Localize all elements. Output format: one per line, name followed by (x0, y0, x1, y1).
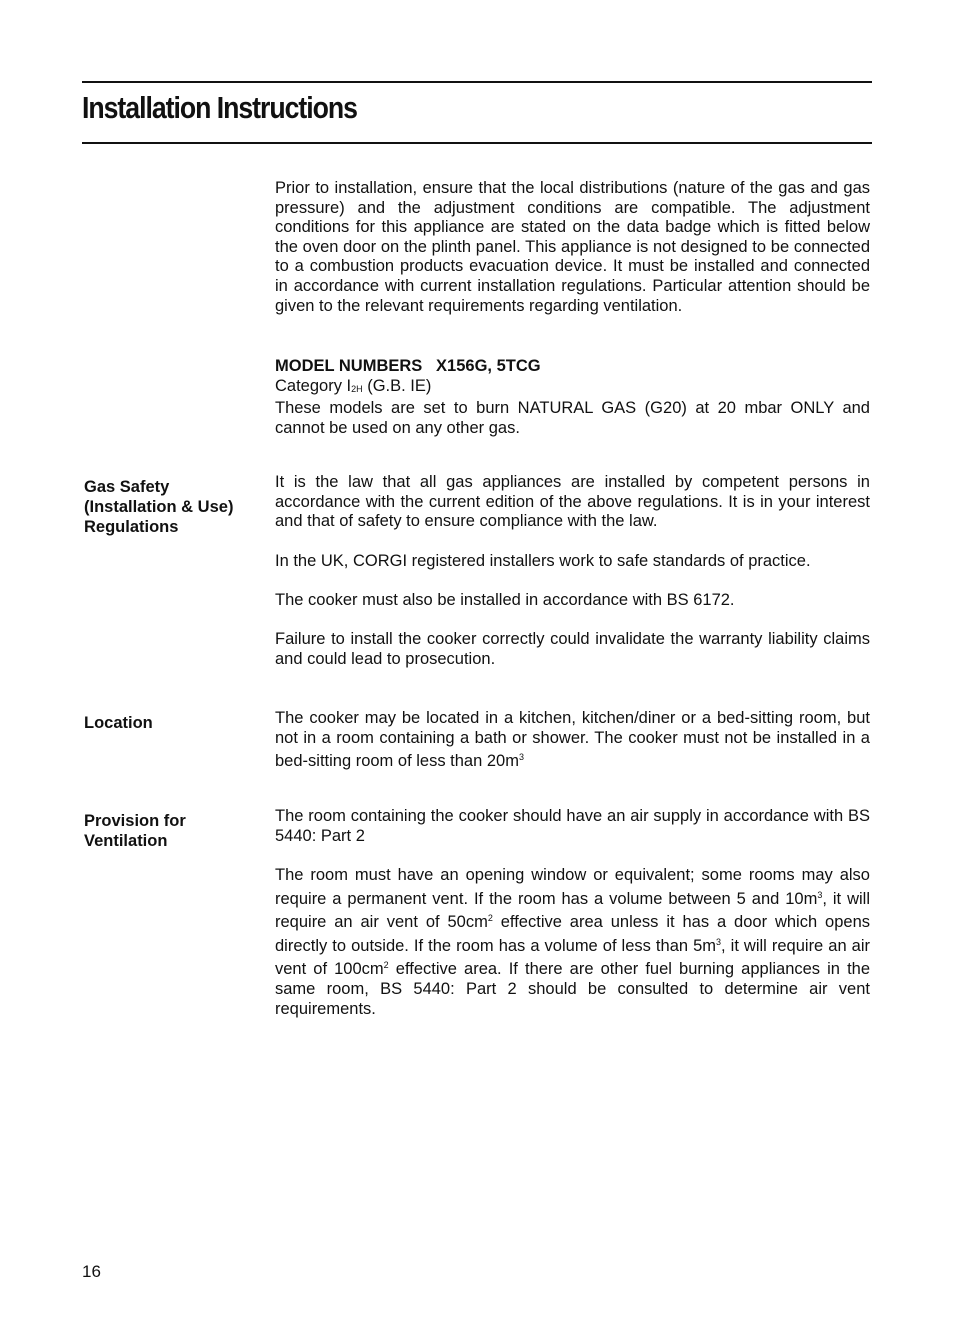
vent-text: , it will require an air vent of 50cm (275, 889, 870, 932)
intro-paragraph: Prior to installation, ensure that the local distributions (nature of the gas and gas pressure) and the adjustment conditions are compatible. The adjustment conditions for this appliance are stated on the data badge which is fitted below the oven door on the plinth panel. This appliance is not designed to be connected to a combustion products evacuation device. It must be installed and connected in accordance with current installation regulations. Particular attention should be given to the relevant requirements regarding ventilation. (275, 179, 870, 315)
vent-text: The room must have an opening window or equivalent; some rooms may also require a permanent vent. If the room has a volume between 5 and 10m (275, 866, 870, 908)
gas-category-subscript: 2H (351, 383, 363, 394)
page-title: Installation Instructions (82, 90, 357, 125)
gas-safety-label-line: Gas Safety (84, 478, 170, 496)
vent-text: effective area. If there are other fuel burning appliances in the same room, BS 5440: Part 2 should be consulted to determine air vent requirements. (275, 960, 871, 1018)
gas-safety-paragraph-bs6172: The cooker must also be installed in accordance with BS 6172. (275, 591, 735, 609)
model-numbers-heading: MODEL NUMBERS X156G, 5TCG (275, 357, 541, 375)
vent-text: , it will require an air vent of 100cm (275, 936, 870, 979)
top-rule (82, 81, 872, 83)
gas-safety-paragraph-law: It is the law that all gas appliances are installed by competent persons in accordance with the current edition of the above regulations. It is in your interest and that of safety to ensure compliance with the law. (275, 473, 870, 531)
gas-category-suffix: (G.B. IE) (362, 376, 432, 395)
gas-safety-label (84, 477, 233, 537)
location-label: Location (84, 714, 153, 732)
ventilation-paragraph-air-supply: The room containing the cooker should have an air supply in accordance with BS 5440: Part 2 (275, 807, 870, 845)
ventilation-paragraph-vents (275, 866, 870, 1019)
vent-superscript: 2 (383, 960, 389, 971)
location-text: The cooker may be located in a kitchen, kitchen/diner or a bed-sitting room, but not in a room containing a bath or shower. The cooker must not be installed in a bed-sitting room of less than 20m (275, 709, 870, 771)
page-number: 16 (82, 1262, 101, 1281)
gas-type-note: These models are set to burn NATURAL GAS (G20) at 20 mbar ONLY and cannot be used on any other gas. (275, 399, 870, 437)
ventilation-label-line: Provision for (84, 812, 186, 830)
gas-category (275, 377, 870, 400)
ventilation-label-line: Ventilation (84, 832, 168, 850)
model-numbers-block (275, 357, 870, 438)
gas-safety-label-line: (Installation & Use) (84, 498, 234, 516)
vent-text: effective area unless it has a door which opens directly to outside. If the room has a volume of less than 5m (275, 913, 870, 955)
vent-superscript: 3 (716, 936, 722, 947)
gas-safety-paragraph-corgi: In the UK, CORGI registered installers work to safe standards of practice. (275, 552, 811, 570)
gas-safety-paragraph-warranty: Failure to install the cooker correctly could invalidate the warranty liability claims and could lead to prosecution. (275, 630, 870, 668)
title-underline (82, 142, 872, 144)
vent-superscript: 3 (817, 889, 823, 900)
vent-superscript: 2 (487, 913, 493, 924)
gas-category-prefix: Category I (275, 376, 352, 395)
gas-safety-label-line: Regulations (84, 518, 179, 536)
location-superscript: 3 (518, 752, 524, 763)
location-paragraph (275, 709, 870, 772)
ventilation-label (84, 811, 186, 851)
